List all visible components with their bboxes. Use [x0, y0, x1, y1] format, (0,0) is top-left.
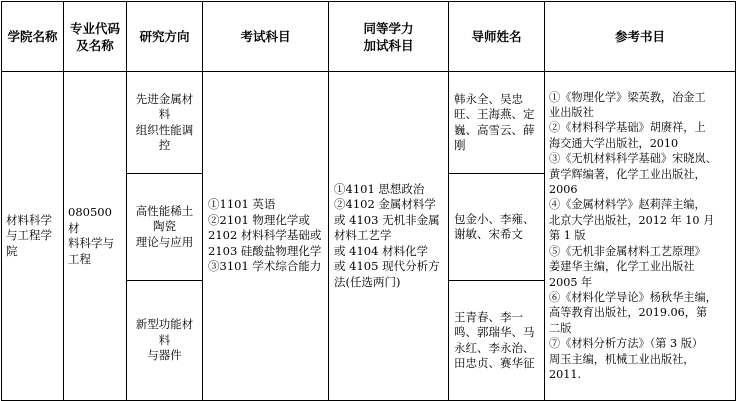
- header-exam-subjects: 考试科目: [203, 2, 329, 72]
- header-college: 学院名称: [2, 2, 64, 72]
- exam-subjects-cell: ①1101 英语 ②2101 物理化学或 2102 材料科学基础或 2103 硅酸盐物理化学 ③3101 学术综合能力: [203, 72, 329, 401]
- header-major: 专业代码 及名称: [64, 2, 127, 72]
- document-page: [1, 1, 735, 400]
- advisors-cell: 包金小、李雍、 谢敏、宋希文: [449, 174, 545, 281]
- header-direction: 研究方向: [127, 2, 203, 72]
- direction-cell: 高性能稀土 陶瓷 理论与应用: [127, 174, 203, 281]
- direction-cell: 先进金属材 料 组织性能调 控: [127, 72, 203, 174]
- college-cell: 材料科学 与工程学 院: [2, 72, 64, 401]
- direction-cell: 新型功能材 料 与器件: [127, 281, 203, 401]
- admissions-table: [1, 1, 736, 401]
- header-advisors: 导师姓名: [449, 2, 545, 72]
- extra-subjects-cell: ①4101 思想政治 ②4102 金属材料学 或 4103 无机非金属 材料工艺学 或 4104 材料化学 或 4105 现代分析方 法(任选两门): [329, 72, 449, 401]
- header-row: [2, 2, 736, 72]
- header-extra-subjects: 同等学力 加试科目: [329, 2, 449, 72]
- advisors-cell: 韩永全、吴忠 旺、王海燕、定 巍、高雪云、薛 刚: [449, 72, 545, 174]
- references-cell: ①《物理化学》梁英教，冶金工 业出版社 ②《材料科学基础》胡赓祥，上 海交通大学出版社，2010 ③《无机材料科学基础》宋晓岚、 黄学辉编著，化学工业出版社， 2006 ④《金属材料学》赵莉萍主编， 北京大学出版社，2012 年 10 月 第 1 版 ⑤《无机非金属材料工艺原理》 姜建华主编，化学工业出版社 2005 年 ⑥《材料化学导论》杨秋华主编， 高等教育出版社，2019.06，第 二版 ⑦《材料分析方法》（第 3 版） 周玉主编，机械工业出版社， 2011.: [545, 72, 736, 401]
- table-row: [2, 72, 736, 174]
- advisors-cell: 王青春、李一 鸣、郭瑞华、马 永红、李永治、 田忠贞、赛华征: [449, 281, 545, 401]
- header-references: 参考书目: [545, 2, 736, 72]
- major-cell: 080500 材 料科学与 工程: [64, 72, 127, 401]
